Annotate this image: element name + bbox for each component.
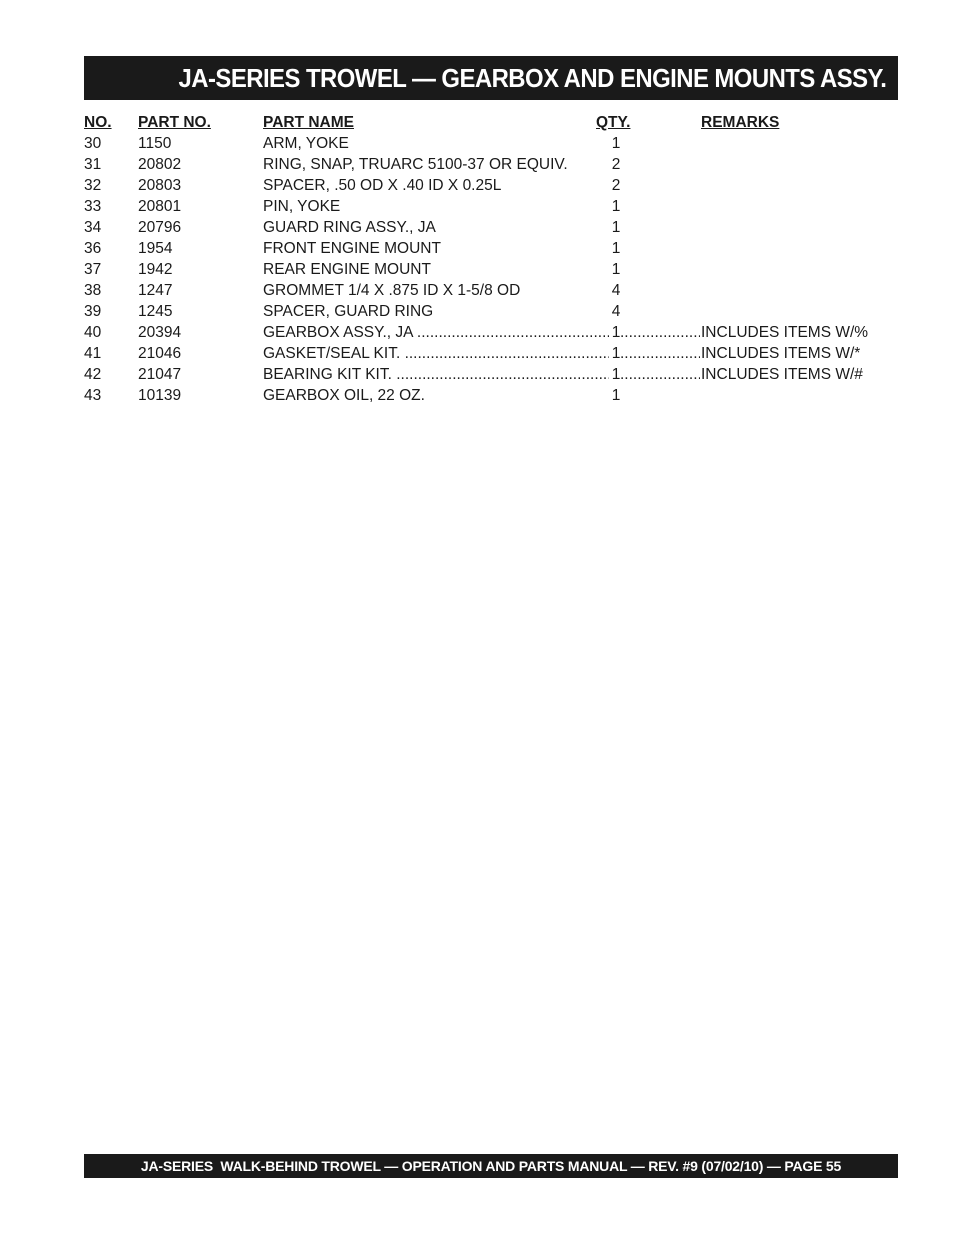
part-name: SPACER, GUARD RING [263, 303, 434, 320]
item-no: 42 [84, 366, 102, 383]
part-number: 20802 [138, 156, 182, 173]
parts-row [84, 259, 884, 280]
quantity: 2 [611, 156, 621, 173]
parts-row [84, 133, 884, 154]
remarks: INCLUDES ITEMS W/* [701, 345, 861, 362]
parts-row [84, 196, 884, 217]
part-name: REAR ENGINE MOUNT [263, 261, 431, 278]
header-part-name: PART NAME [263, 114, 354, 131]
item-no: 40 [84, 324, 102, 341]
quantity: 1 [611, 198, 621, 215]
leader-dots [620, 343, 700, 364]
part-name: GUARD RING ASSY., JA [263, 219, 436, 236]
part-number: 1245 [138, 303, 173, 320]
part-number: 1954 [138, 240, 173, 257]
page-title: JA-SERIES TROWEL — GEARBOX AND ENGINE MOUNTS ASSY. [178, 62, 886, 93]
parts-list [84, 112, 884, 406]
item-no: 36 [84, 240, 102, 257]
parts-row [84, 385, 884, 406]
footer-text: JA-SERIES WALK-BEHIND TROWEL — OPERATION AND PARTS MANUAL — REV. #9 (07/02/10) — PAGE 55 [140, 1158, 842, 1174]
quantity: 1 [611, 366, 621, 383]
part-number: 1150 [138, 135, 172, 152]
parts-row [84, 280, 884, 301]
quantity: 1 [611, 387, 621, 404]
leader-dots [620, 322, 700, 343]
leader-dots [620, 364, 700, 385]
part-number: 10139 [138, 387, 182, 404]
quantity: 1 [611, 240, 621, 257]
quantity: 1 [611, 135, 621, 152]
quantity: 1 [611, 219, 621, 236]
page-title-bar [84, 56, 898, 100]
remarks: INCLUDES ITEMS W/# [701, 366, 863, 383]
part-number: 20801 [138, 198, 182, 215]
part-number: 20394 [138, 324, 182, 341]
part-number: 20796 [138, 219, 182, 236]
quantity: 1 [611, 345, 621, 362]
part-name: RING, SNAP, TRUARC 5100-37 OR EQUIV. [263, 156, 568, 173]
part-name: GEARBOX OIL, 22 OZ. [263, 387, 425, 404]
item-no: 33 [84, 198, 102, 215]
item-no: 34 [84, 219, 102, 236]
part-number: 21047 [138, 366, 182, 383]
item-no: 30 [84, 135, 102, 152]
part-name: FRONT ENGINE MOUNT [263, 240, 441, 257]
quantity: 4 [611, 282, 621, 299]
part-name: BEARING KIT KIT. ..... [263, 364, 609, 385]
parts-row [84, 343, 884, 364]
part-name: PIN, YOKE [263, 198, 341, 215]
page-footer [84, 1154, 898, 1178]
part-number: 20803 [138, 177, 182, 194]
item-no: 32 [84, 177, 102, 194]
quantity: 1 [611, 324, 621, 341]
part-number: 21046 [138, 345, 182, 362]
quantity: 2 [611, 177, 621, 194]
quantity: 4 [611, 303, 621, 320]
parts-row [84, 364, 884, 385]
item-no: 41 [84, 345, 102, 362]
quantity: 1 [611, 261, 621, 278]
header-no: NO. [84, 114, 112, 131]
header-part-no: PART NO. [138, 114, 211, 131]
part-name: ARM, YOKE [263, 135, 349, 152]
parts-row [84, 175, 884, 196]
parts-row [84, 238, 884, 259]
part-name: SPACER, .50 OD X .40 ID X 0.25L [263, 177, 502, 194]
item-no: 31 [84, 156, 102, 173]
part-number: 1942 [138, 261, 173, 278]
header-qty: QTY. [596, 114, 631, 131]
parts-row [84, 154, 884, 175]
part-name: GEARBOX ASSY., JA ..... [263, 322, 609, 343]
item-no: 43 [84, 387, 102, 404]
item-no: 38 [84, 282, 102, 299]
part-name: GROMMET 1/4 X .875 ID X 1-5/8 OD [263, 282, 521, 299]
parts-row [84, 322, 884, 343]
part-name: GASKET/SEAL KIT. ..... [263, 343, 609, 364]
part-number: 1247 [138, 282, 173, 299]
parts-row [84, 217, 884, 238]
parts-row [84, 301, 884, 322]
remarks: INCLUDES ITEMS W/% [701, 324, 869, 341]
parts-list-header [84, 112, 884, 133]
header-remarks: REMARKS [701, 114, 780, 131]
item-no: 37 [84, 261, 102, 278]
item-no: 39 [84, 303, 102, 320]
